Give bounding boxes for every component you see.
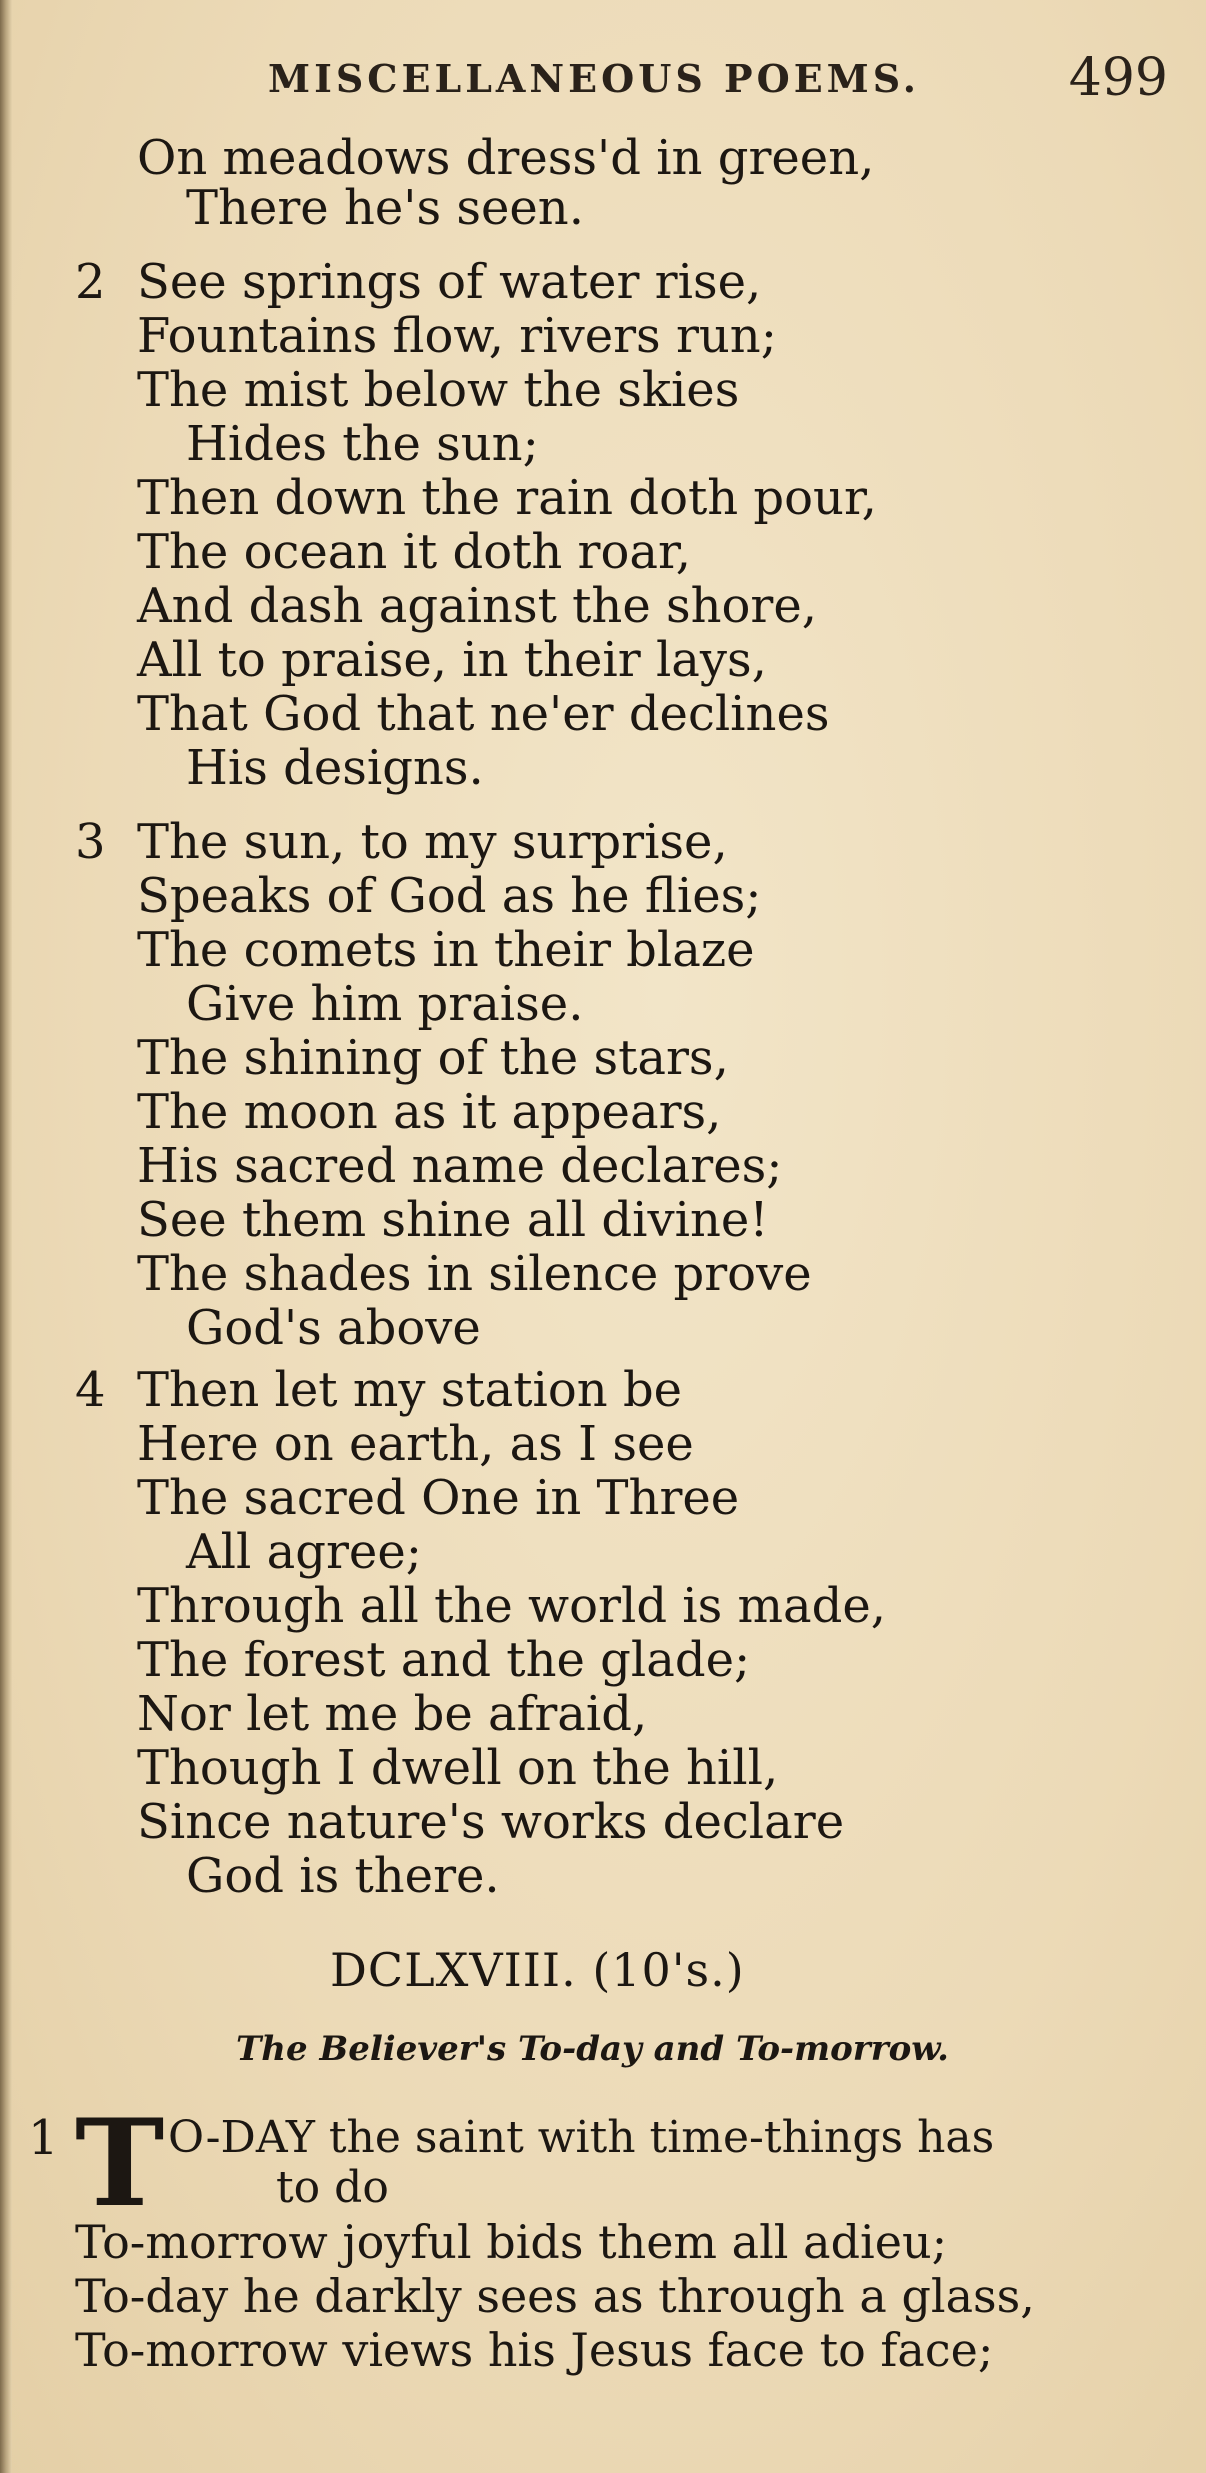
poem-line: The ocean it doth roar,	[137, 524, 691, 580]
page-binding-shadow	[0, 0, 12, 2473]
stanza-number: 1	[28, 2110, 59, 2166]
poem-line: Nor let me be afraid,	[137, 1686, 648, 1742]
poem-line: Hides the sun;	[186, 416, 539, 472]
poem-line: The shades in silence prove	[137, 1246, 812, 1302]
poem-line: On meadows dress'd in green,	[137, 130, 875, 186]
running-title: MISCELLANEOUS POEMS.	[268, 56, 921, 101]
poem-line: The mist below the skies	[137, 362, 740, 418]
poem-line: All to praise, in their lays,	[137, 632, 767, 688]
poem-line: There he's seen.	[186, 180, 584, 236]
poem-line: Then let my station be	[137, 1362, 683, 1418]
poem-line: All agree;	[186, 1524, 422, 1580]
poem-line: Fountains flow, rivers run;	[137, 308, 777, 364]
poem-line: The sacred One in Three	[137, 1470, 740, 1526]
poem-line: To-day he darkly sees as through a glass,	[75, 2269, 1035, 2323]
poem-line: And dash against the shore,	[137, 578, 818, 634]
poem-line: His designs.	[186, 740, 484, 796]
stanza-number: 2	[75, 254, 106, 310]
poem-line: God's above	[186, 1300, 481, 1356]
poem-line: See them shine all divine!	[137, 1192, 769, 1248]
poem-line: O-DAY the saint with time-things has	[168, 2112, 995, 2163]
poem-line: God is there.	[186, 1848, 500, 1904]
hymn-title: DCLXVIII. (10's.)	[330, 1943, 745, 1997]
poem-line: Through all the world is made,	[137, 1578, 887, 1634]
stanza-number: 4	[75, 1362, 106, 1418]
poem-line: Since nature's works declare	[137, 1794, 845, 1850]
poem-line: The forest and the glade;	[137, 1632, 751, 1688]
poem-line: That God that ne'er declines	[137, 686, 830, 742]
poem-line: Speaks of God as he flies;	[137, 868, 762, 924]
drop-cap: T	[75, 2093, 165, 2234]
stanza-number: 3	[75, 814, 106, 870]
page-header	[268, 48, 1168, 108]
poem-line: The sun, to my surprise,	[137, 814, 728, 870]
poem-line: The shining of the stars,	[137, 1030, 729, 1086]
poem-line: to do	[276, 2162, 389, 2213]
poem-line: To-morrow views his Jesus face to face;	[75, 2323, 994, 2377]
hymn-subtitle: The Believer's To-day and To-morrow.	[236, 2029, 949, 2069]
poem-line: The moon as it appears,	[137, 1084, 722, 1140]
poem-line: See springs of water rise,	[137, 254, 762, 310]
page-number: 499	[1068, 48, 1168, 108]
poem-line: His sacred name declares;	[137, 1138, 783, 1194]
poem-line: Though I dwell on the hill,	[137, 1740, 779, 1796]
poem-line: The comets in their blaze	[137, 922, 755, 978]
poem-line: Then down the rain doth pour,	[137, 470, 877, 526]
poem-line: To-morrow joyful bids them all adieu;	[75, 2215, 948, 2269]
poem-line: Give him praise.	[186, 976, 584, 1032]
poem-line: Here on earth, as I see	[137, 1416, 694, 1472]
